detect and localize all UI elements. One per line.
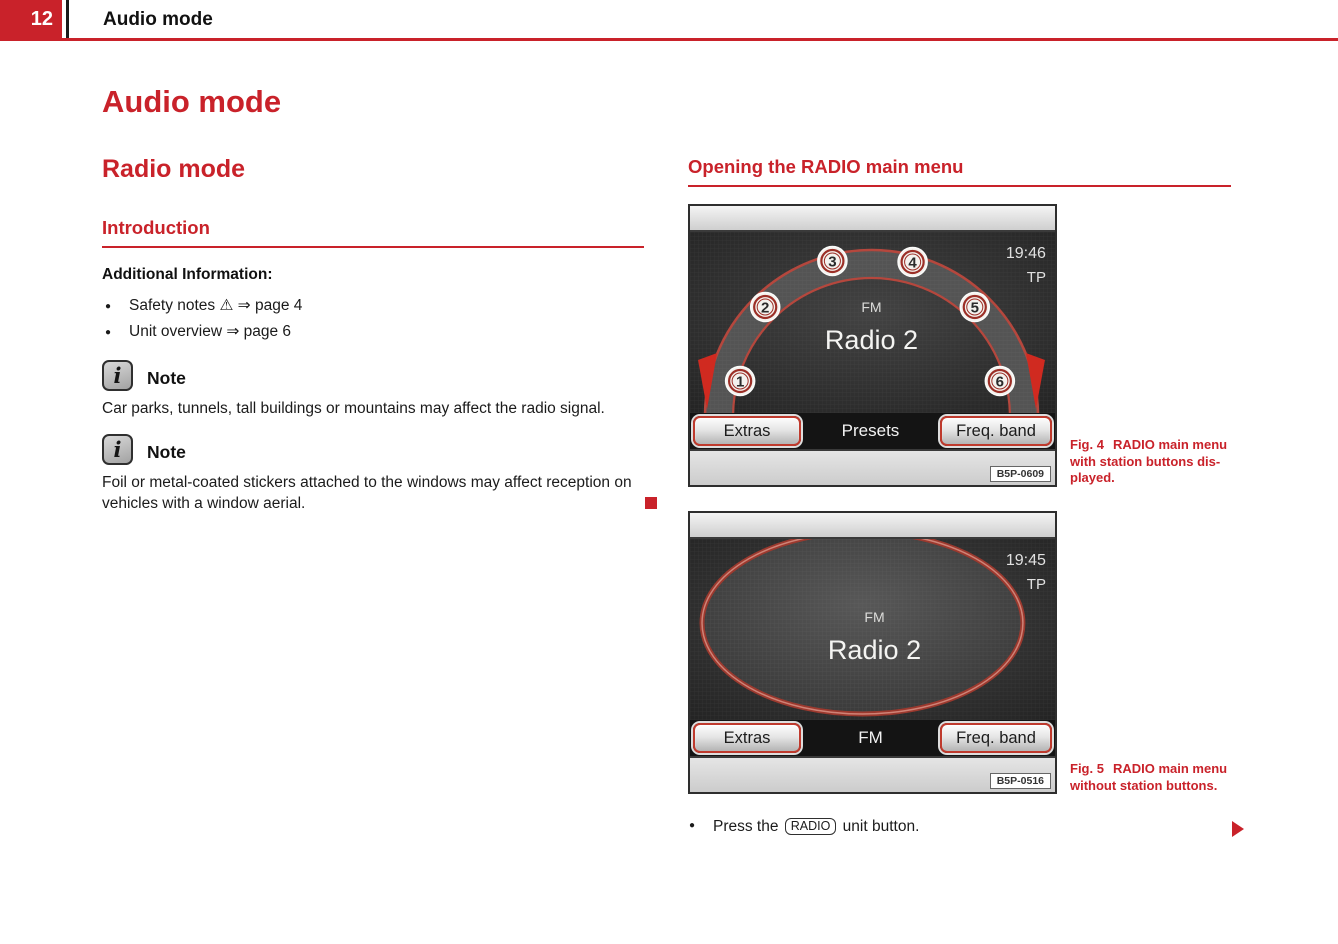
station-button-3 [818,247,847,276]
page-number-box [0,0,62,38]
tp-indicator: TP [1026,269,1046,286]
figure-4-caption-label: Fig. 4 [1070,437,1104,452]
tp-indicator: TP [1026,576,1046,593]
figure-5-caption-text: RADIO main menu without station buttons. [1070,761,1228,793]
right-column [688,0,1248,944]
page-title: Audio mode [102,84,282,119]
svg-text:2: 2 [761,299,770,317]
freq-band-softkey: Freq. band [940,723,1052,753]
note-header [102,360,605,391]
station-button-5 [960,293,989,322]
display-bezel-bottom [690,449,1055,485]
softkey-bar-center-label: FM [858,728,883,747]
figure-radio-without-presets [688,511,1057,794]
clock: 19:45 [1005,551,1046,569]
note-text: Foil or metal-coated stickers attached to the windows may affect reception on vehicles with a window aerial. [102,474,632,512]
figure-4-caption [1070,437,1234,487]
radio-screen-graphic [690,539,1055,720]
station-name: Radio 2 [824,325,919,355]
running-header-title: Audio mode [103,9,213,30]
subsection-title-introduction: Introduction [102,217,644,248]
freq-band-softkey: Freq. band [940,416,1052,446]
display-bezel-top [690,206,1055,232]
svg-text:3: 3 [828,253,837,271]
figure-5-caption [1070,761,1234,794]
instruction-prefix: Press the [713,818,783,835]
list-item-unit-overview: ● Unit overview ⇒ page 6 [102,319,302,345]
svg-text:4: 4 [908,254,917,272]
section-end-marker [645,497,657,509]
info-icon: i [102,360,133,391]
station-button-1 [726,367,755,396]
softkey-bar [690,720,1055,756]
note-label: Note [147,368,186,388]
softkey-bar-center-label: Presets [841,421,900,440]
figure-5-caption-label: Fig. 5 [1070,761,1104,776]
note-block-2 [102,434,644,514]
list-item-safety-notes: ● Safety notes ⚠ ⇒ page 4 [102,293,302,319]
instruction-suffix: unit button. [838,818,920,835]
section-title: Radio mode [102,155,246,183]
extras-softkey: Extras [693,416,801,446]
svg-text:6: 6 [995,373,1005,391]
left-column [102,0,658,944]
figure-4-caption-text: RADIO main menu with station buttons dis-played. [1070,437,1228,485]
radio-unit-button-keycap: RADIO [785,818,837,835]
radio-screen [690,539,1055,720]
cross-reference-list [102,293,302,345]
svg-text:5: 5 [970,299,979,317]
softkey-bar [690,413,1055,449]
header-divider [66,0,69,38]
note-label: Note [147,442,186,462]
continue-arrow-icon [1232,821,1244,837]
info-icon: i [102,434,133,465]
band-label: FM [864,609,885,625]
note-text: Car parks, tunnels, tall buildings or mountains may affect the radio signal. [102,400,605,417]
figure-code-label: B5P-0516 [990,773,1051,789]
radio-screen [690,232,1055,413]
station-name: Radio 2 [827,635,922,665]
note-block-1 [102,360,605,419]
display-bezel-top [690,513,1055,539]
note-header [102,434,644,465]
station-button-6 [985,367,1014,396]
station-button-2 [751,293,780,322]
figure-code-label: B5P-0609 [990,466,1051,482]
additional-info-label: Additional Information: [102,266,273,283]
station-button-4 [898,248,927,277]
display-bezel-bottom [690,756,1055,792]
dial-ring [702,539,1023,714]
page-number: 12 [30,8,53,30]
radio-screen-graphic [690,232,1055,413]
svg-text:1: 1 [735,373,745,391]
subsection-title-opening-radio-menu: Opening the RADIO main menu [688,156,1231,187]
extras-softkey: Extras [693,723,801,753]
figure-radio-with-presets [688,204,1057,487]
clock: 19:46 [1005,244,1046,262]
instruction-line [688,818,1188,836]
band-label: FM [861,299,882,315]
